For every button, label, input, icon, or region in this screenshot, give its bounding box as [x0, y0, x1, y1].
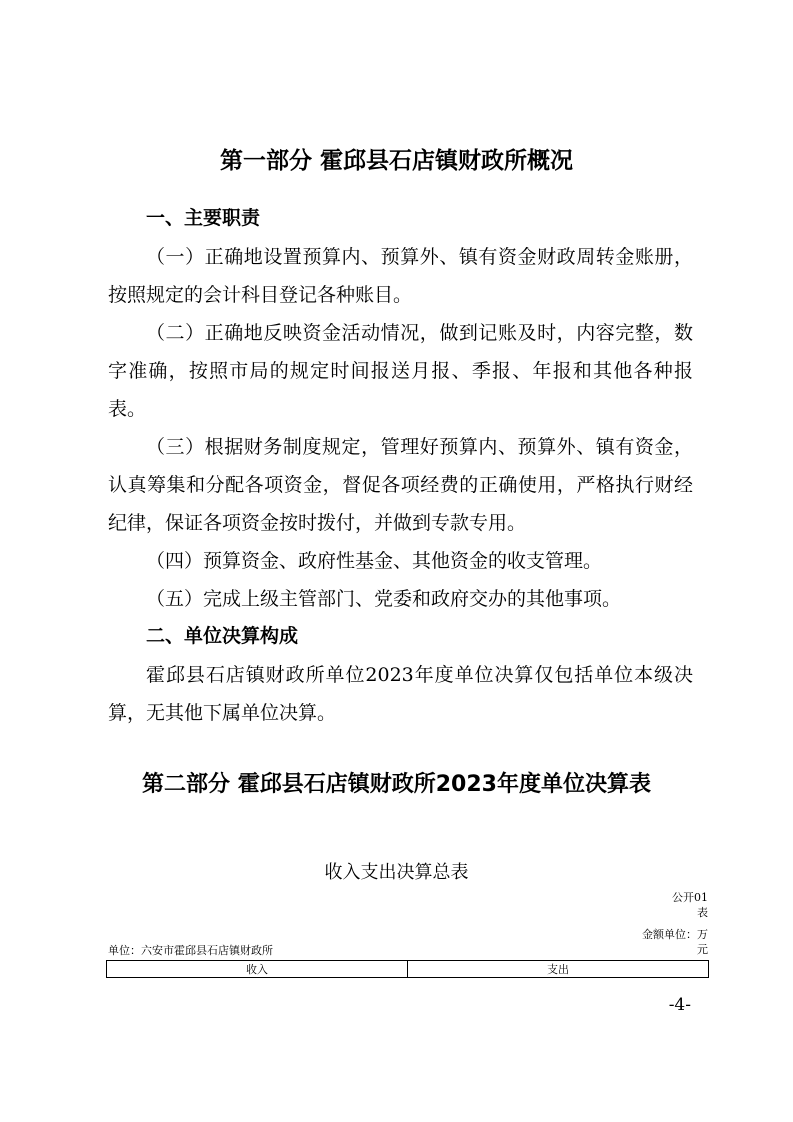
duty-paragraph-5: （五）完成上级主管部门、党委和政府交办的其他事项。: [146, 588, 622, 610]
section-heading-composition: 二、单位决算构成: [146, 625, 299, 647]
part2-title: 第二部分 霍邱县石店镇财政所2023年度单位决算表: [142, 772, 651, 797]
form-code: 公开01表: [672, 891, 708, 919]
table-title: 收入支出决算总表: [324, 862, 469, 883]
amount-unit: 金额单位：万元: [642, 928, 708, 956]
page-number: -4-: [668, 995, 691, 1015]
duty-paragraph-4: （四）预算资金、政府性基金、其他资金的收支管理。: [146, 550, 603, 572]
duty-paragraph-3: （三）根据财务制度规定，管理好预算内、预算外、镇有资金，认真筹集和分配各项资金，督促各项经费的正确使用，严格执行财经纪律，保证各项资金按时拨付，并做到专款专用。: [108, 436, 693, 534]
summary-table: [106, 960, 709, 978]
duty-paragraph-2: （二）正确地反映资金活动情况，做到记账及时，内容完整，数字准确，按照市局的规定时间报送月报、季报、年报和其他各种报表。: [108, 322, 693, 420]
expense-header: 支出: [408, 961, 709, 978]
duty-paragraph-1: （一）正确地设置预算内、预算外、镇有资金财政周转金账册，按照规定的会计科目登记各种账目。: [108, 246, 693, 306]
income-header: 收入: [107, 961, 408, 978]
part1-title: 第一部分 霍邱县石店镇财政所概况: [219, 148, 573, 174]
section-heading-responsibilities: 一、主要职责: [146, 207, 261, 229]
table-header-row: [107, 961, 709, 978]
composition-paragraph: 霍邱县石店镇财政所单位2023年度单位决算仅包括单位本级决算，无其他下属单位决算。: [108, 664, 693, 724]
unit-label: 单位：六安市霍邱县石店镇财政所: [108, 944, 273, 957]
